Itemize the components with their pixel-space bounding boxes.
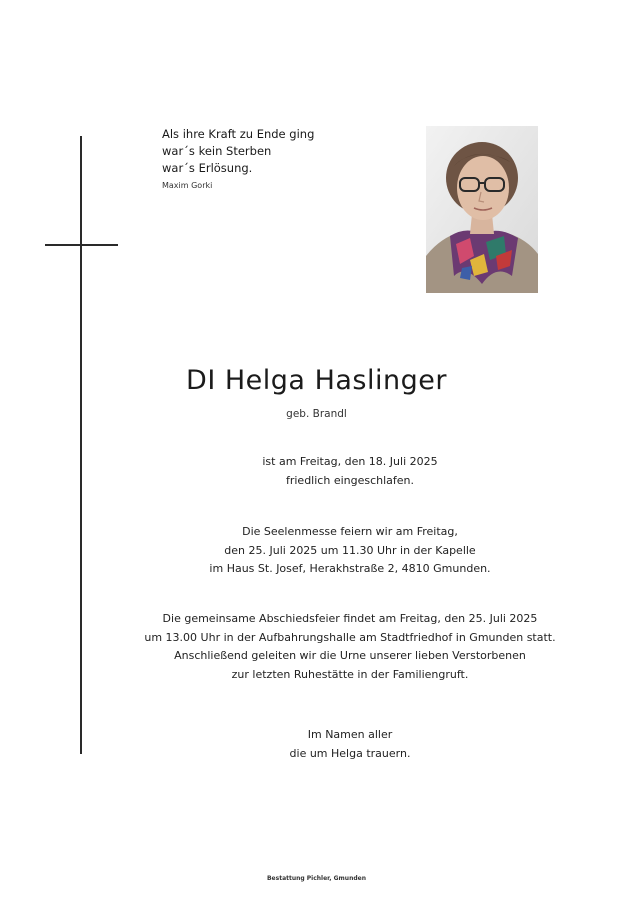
mass-info xyxy=(90,523,610,579)
farewell-info-line: zur letzten Ruhestätte in der Familiengruft. xyxy=(231,667,469,681)
farewell-info-line: Die gemeinsame Abschiedsfeier findet am Freitag, den 25. Juli 2025 xyxy=(162,612,538,625)
farewell-info xyxy=(90,610,610,684)
poem-author: Maxim Gorki xyxy=(162,181,213,190)
poem-block xyxy=(162,126,392,190)
farewell-info-line: Anschließend geleiten wir die Urne unserer lieben Verstorbenen xyxy=(174,649,526,663)
mass-info-line: im Haus St. Josef, Herakhstraße 2, 4810 Gmunden. xyxy=(209,562,491,576)
death-notice-line: ist am Freitag, den 18. Juli 2025 xyxy=(262,455,438,468)
poem-line: Als ihre Kraft zu Ende ging xyxy=(162,127,315,141)
mass-info-line: den 25. Juli 2025 um 11.30 Uhr in der Kapelle xyxy=(224,543,476,557)
farewell-info-line: um 13.00 Uhr in der Aufbahrungshalle am Stadtfriedhof in Gmunden statt. xyxy=(144,630,556,644)
deceased-name: DI Helga Haslinger xyxy=(186,365,447,396)
birth-name: geb. Brandl xyxy=(286,408,347,420)
poem-line: war´s Erlösung. xyxy=(162,161,253,175)
cross-horizontal-beam xyxy=(45,244,118,246)
closing-line: Im Namen aller xyxy=(307,728,393,741)
closing-words xyxy=(90,726,610,763)
closing-line: die um Helga trauern. xyxy=(289,746,411,760)
death-notice xyxy=(90,453,610,490)
portrait-photo xyxy=(426,126,538,293)
poem-line: war´s kein Sterben xyxy=(162,144,272,158)
funeral-home-credit: Bestattung Pichler, Gmunden xyxy=(266,875,366,882)
cross-vertical-beam xyxy=(80,136,82,754)
mass-info-line: Die Seelenmesse feiern wir am Freitag, xyxy=(242,525,458,538)
death-notice-line: friedlich eingeschlafen. xyxy=(285,473,415,487)
